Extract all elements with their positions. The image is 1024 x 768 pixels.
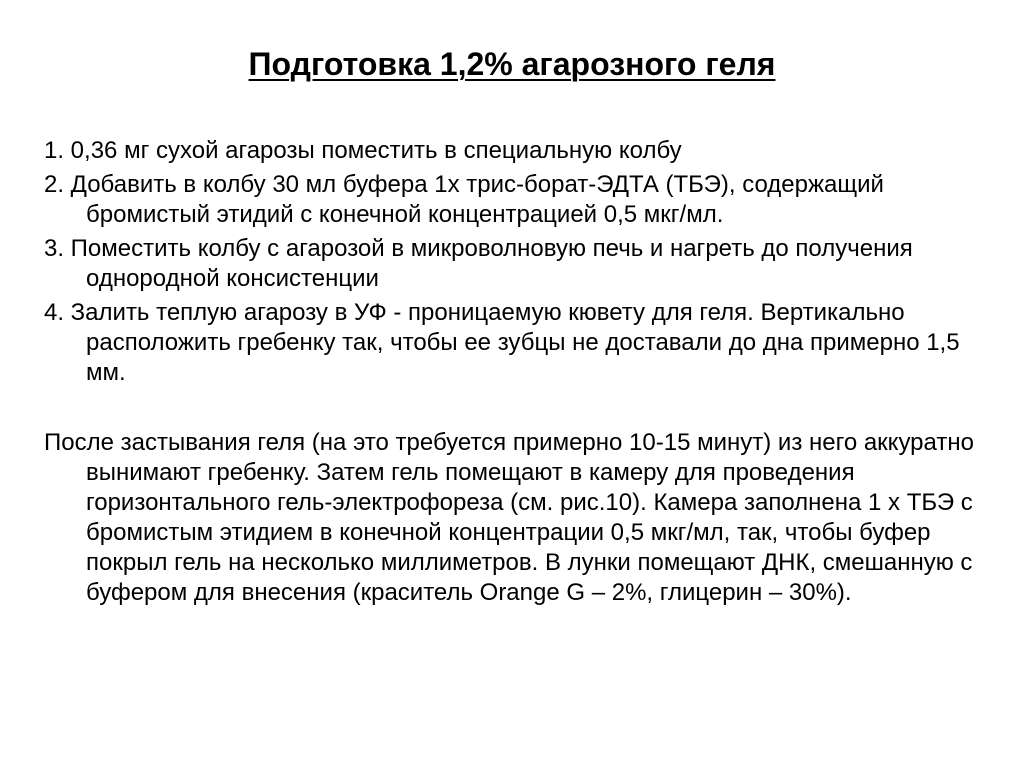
- description-paragraph: После застывания геля (на это требуется примерно 10-15 минут) из него аккуратно вынимают гребенку. Затем гель помещают в камеру для проведения горизонтального гель-электрофореза (см. рис.10). Камера заполнена 1 х ТБЭ с бромистым этидием в конечной концентрации 0,5 мкг/мл, так, чтобы буфер покрыл гель на несколько миллиметров. В лунки помещают ДНК, смешанную с буфером для внесения (краситель Orange G – 2%, глицерин – 30%).: [44, 429, 974, 606]
- step-2: 2. Добавить в колбу 30 мл буфера 1х трис-борат-ЭДТА (ТБЭ), содержащий бромистый этидий с конечной концентрацией 0,5 мкг/мл.: [44, 171, 884, 228]
- step-4: 4. Залить теплую агарозу в УФ - проницаемую кювету для геля. Вертикально расположить гребенку так, чтобы ее зубцы не доставали до дна примерно 1,5 мм.: [44, 299, 960, 386]
- step-3: 3. Поместить колбу с агарозой в микроволновую печь и нагреть до получения однородной консистенции: [44, 235, 913, 292]
- slide-content: [44, 136, 984, 608]
- slide-title: Подготовка 1,2% агарозного геля: [248, 46, 776, 82]
- step-1: 1. 0,36 мг сухой агарозы поместить в специальную колбу: [44, 137, 682, 164]
